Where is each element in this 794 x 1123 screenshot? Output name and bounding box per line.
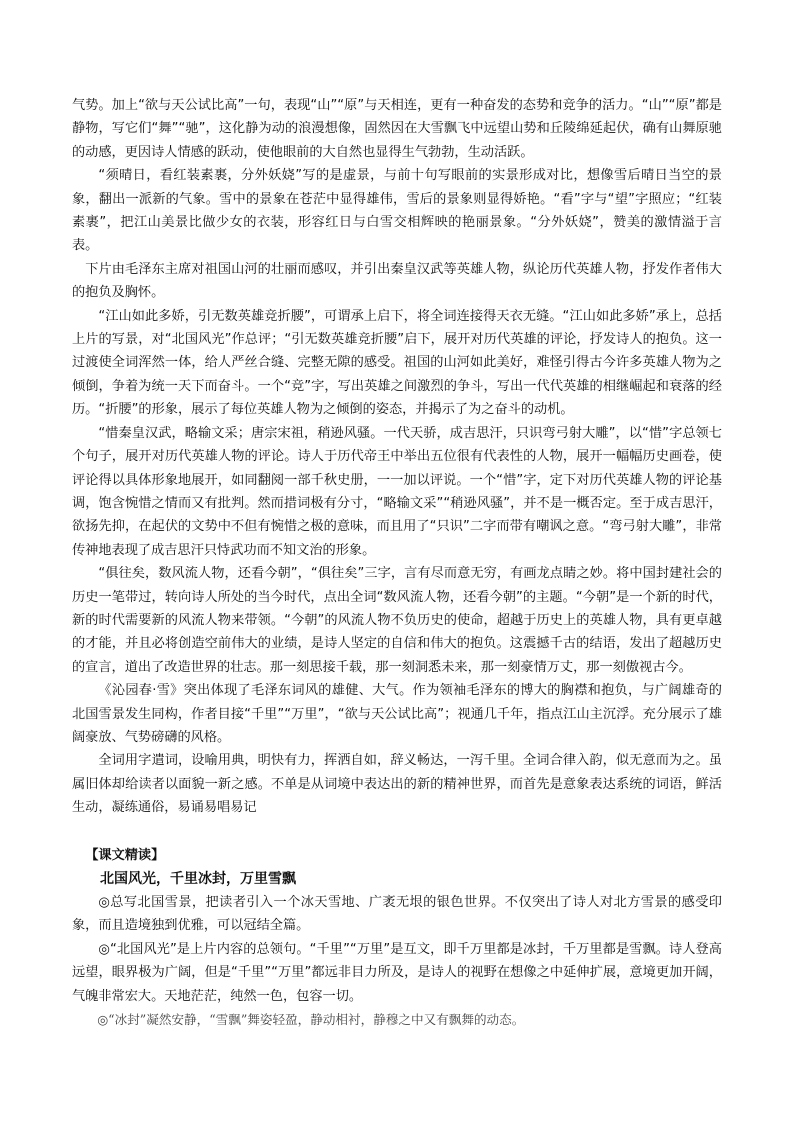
paragraph-style-summary: 《沁园春·雪》突出体现了毛泽东词风的雄健、大气。作为领袖毛泽东的博大的胸襟和抱负，与广阔雄奇的北国雪景发生同构，作者目接“千里”“万里”，“欲与天公试比高”；视通几千年，指点江山主沉浮。充分展示了雄阔豪放、气势磅礴的风格。 [72,683,722,745]
section-gap [72,820,722,844]
reading-note: ◎总写北国雪景，把读者引入一个冰天雪地、广袤无垠的银色世界。不仅突出了诗人对北方雪景的感受印象，而且造境独到优雅，可以冠结全篇。 [72,895,722,934]
paragraph-xiapian-intro: 下片由毛泽东主席对祖国山河的壮丽而感叹，并引出秦皇汉武等英雄人物，纵论历代英雄人物，抒发作者伟大的抱负及胸怀。 [72,261,722,301]
document-page [72,94,722,1031]
paragraph-xi-qinhuang: “惜秦皇汉武，略输文采；唐宗宋祖，稍逊风骚。一代天骄，成吉思汗，只识弯弓射大雕”，以“惜”字总领七个句子，展开对历代英雄人物的评论。诗人于历代帝王中举出五位很有代表性的人物，展开一幅幅历史画卷，使评论得以具体形象地展开，如同翻阅一部千秋史册，一一加以评说。一个“惜”字，定下对历代英雄人物的评论基调，饱含惋惜之情而又有批判。然而措词极有分寸，“略输文采”“稍逊风骚”，并不是一概否定。至于成吉思汗，欲扬先抑，在起伏的文势中不但有惋惜之极的意味，而且用了“只识”二字而带有嘲讽之意。“弯弓射大雕”，非常传神地表现了成吉思汗只恃武功而不知文治的形象。 [72,425,722,558]
paragraph-jiangshan: “江山如此多娇，引无数英雄竞折腰”，可谓承上启下，将全词连接得天衣无缝。“江山如此多娇”承上，总括上片的写景，对“北国风光”作总评；“引无数英雄竞折腰”启下，展开对历代英雄的评论，抒发诗人的抱负。这一过渡使全词浑然一体，给人严丝合缝、完整无隙的感受。祖国的山河如此美好，难怪引得古今许多英雄人物为之倾倒，争着为统一天下而奋斗。一个“竞”字，写出英雄之间激烈的争斗，写出一代代英雄的相继崛起和衰落的经历。“折腰”的形象，展示了每位英雄人物为之倾倒的姿态，并揭示了为之奋斗的动机。 [72,308,722,418]
section-subheading: 北国风光，千里冰封，万里雪飘 [100,871,296,887]
paragraph-language: 全词用字遣词，设喻用典，明快有力，挥洒自如，辞义畅达，一泻千里。全词合律入韵，似无意而为之。虽属旧体却给读者以面貌一新之感。不单是从词境中表达出的新的精神世界，而首先是意象表达系统的词语，鲜活生动，凝练通俗，易诵易唱易记 [72,753,722,816]
paragraph-xuqingri: “须晴日，看红装素裹，分外妖娆”写的是虚景，与前十句写眼前的实景形成对比，想像雪后晴日当空的景象，翻出一派新的气象。雪中的景象在苍茫中显得雄伟，雪后的景象则显得娇艳。“看”字与“望”字照应；“红装素裹”，把江山美景比做少女的衣装，形容红日与白雪交相辉映的艳丽景象。“分外妖娆”，赞美的激情溢于言表。 [72,168,722,254]
paragraph-continuation: 气势。加上“欲与天公试比高”一句，表现“山”“原”与天相连，更有一种奋发的态势和竞争的活力。“山”“原”都是静物，写它们“舞”“驰”，这化静为动的浪漫想像，固然因在大雪飘飞中远望山势和丘陵绵延起伏，确有山舞原驰的动感，更因诗人情感的跃动，使他眼前的大自然也显得生气勃勃，生动活跃。 [72,98,722,160]
section-heading: 【课文精读】 [85,847,165,863]
reading-note: ◎“冰封”凝然安静，“雪飘”舞姿轻盈，静动相衬，静穆之中又有飘舞的动态。 [97,1012,525,1028]
reading-note: ◎“北国风光”是上片内容的总领句。“千里”“万里”是互文，即千万里都是冰封，千万里都是雪飘。诗人登高远望，眼界极为广阔，但是“千里”“万里”都远非目力所及，是诗人的视野在想像之中延伸扩展，意境更加开阔，气魄非常宏大。天地茫茫，纯然一色，包容一切。 [72,941,722,1004]
paragraph-juwangyi: “俱往矣，数风流人物，还看今朝”，“俱往矣”三字，言有尽而意无穷，有画龙点睛之妙。将中国封建社会的历史一笔带过，转向诗人所处的当今时代，点出全词“数风流人物，还看今朝”的主题。“今朝”是一个新的时代，新的时代需要新的风流人物来带领。“今朝”的风流人物不负历史的使命，超越于历史上的英雄人物，具有更卓越的才能，并且必将创造空前伟大的业绩，是诗人坚定的自信和伟大的抱负。这震撼千古的结语，发出了超越历史的宣言，道出了改造世界的壮志。那一刻思接千载，那一刻洞悉未来，那一刻豪情万丈，那一刻傲视古今。 [72,566,722,675]
